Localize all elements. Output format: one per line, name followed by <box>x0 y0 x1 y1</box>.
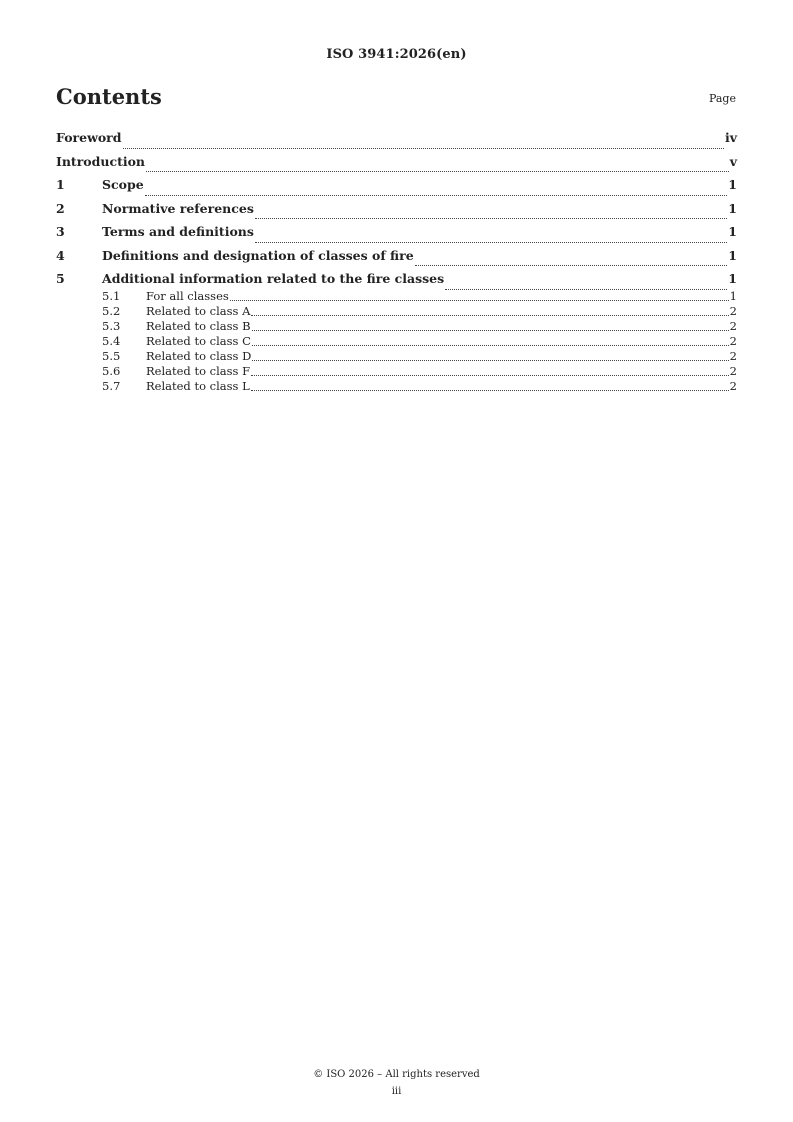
toc-subentry-number: 5.7 <box>102 378 121 393</box>
dot-leader <box>251 314 728 316</box>
toc-subentry-number: 5.6 <box>102 363 121 378</box>
dot-leader <box>415 264 728 266</box>
dot-leader <box>445 288 727 290</box>
dot-leader <box>252 329 729 331</box>
toc-subentry-page: 2 <box>729 333 737 348</box>
toc-entry-page: 1 <box>728 247 737 263</box>
contents-title: Contents <box>56 84 162 109</box>
toc-entry-page: 1 <box>728 224 737 239</box>
copyright-notice: © ISO 2026 – All rights reserved <box>313 1069 480 1080</box>
toc-entry-number: 4 <box>56 247 65 263</box>
toc-subentry-page: 2 <box>729 348 737 363</box>
toc-entry-title: Definitions and designation of classes of fire <box>102 247 414 263</box>
toc-entry-title: Foreword <box>56 130 122 145</box>
toc-subentry-number: 5.2 <box>102 303 121 318</box>
toc-entry-title: Additional information related to the fire classes <box>102 271 445 286</box>
dot-leader <box>145 194 728 196</box>
toc-subentry-title: Related to class B <box>146 318 251 333</box>
toc-entry-terms-and-definitions[interactable] <box>56 222 737 246</box>
toc-entry-title: Introduction <box>56 153 146 169</box>
dot-leader <box>123 147 724 149</box>
toc-subentry-page: 2 <box>729 303 737 318</box>
toc-subentry-5-5[interactable] <box>56 349 737 364</box>
toc-subentry-5-3[interactable] <box>56 319 737 334</box>
toc-subentry-number: 5.3 <box>102 318 121 333</box>
dot-leader <box>251 389 729 391</box>
toc-subentry-title: Related to class C <box>146 333 251 348</box>
toc-entry-page: 1 <box>728 271 737 286</box>
toc-subentry-page: 2 <box>729 378 737 393</box>
toc-entry-scope[interactable] <box>56 175 737 199</box>
toc-subentry-title: Related to class D <box>146 348 252 363</box>
toc-subentry-5-2[interactable] <box>56 304 737 319</box>
toc-entry-page: 1 <box>728 200 737 216</box>
toc-subentry-number: 5.1 <box>102 288 121 303</box>
toc-entry-number: 5 <box>56 271 65 286</box>
dot-leader <box>255 241 727 243</box>
dot-leader <box>251 374 729 376</box>
toc-subentry-5-1[interactable] <box>56 289 737 304</box>
toc-subentry-page: 1 <box>729 288 737 303</box>
toc-entry-page: 1 <box>728 177 737 192</box>
document-header: ISO 3941:2026(en) <box>326 47 467 62</box>
toc-subentry-5-6[interactable] <box>56 364 737 379</box>
toc-subentry-page: 2 <box>729 363 737 378</box>
toc-subentry-5-7[interactable] <box>56 379 737 394</box>
toc-entry-number: 2 <box>56 200 65 216</box>
toc-entry-normative-references[interactable] <box>56 199 737 223</box>
toc-subentry-title: For all classes <box>146 288 229 303</box>
toc-entry-page: v <box>729 153 737 169</box>
toc-subentry-5-4[interactable] <box>56 334 737 349</box>
dot-leader <box>252 359 728 361</box>
table-of-contents <box>56 128 737 394</box>
toc-subentry-title: Related to class L <box>146 378 250 393</box>
toc-subentry-title: Related to class A <box>146 303 251 318</box>
page-number: iii <box>391 1086 402 1097</box>
dot-leader <box>146 170 729 172</box>
toc-entry-number: 3 <box>56 224 65 239</box>
toc-entry-number: 1 <box>56 177 65 192</box>
toc-entry-foreword[interactable] <box>56 128 737 152</box>
toc-entry-page: iv <box>724 130 737 145</box>
page-column-label: Page <box>708 92 736 105</box>
toc-subentry-number: 5.4 <box>102 333 121 348</box>
toc-subentry-page: 2 <box>729 318 737 333</box>
toc-entry-classes-of-fire[interactable] <box>56 246 737 270</box>
toc-entry-title: Normative references <box>102 200 254 216</box>
dot-leader <box>230 299 729 301</box>
toc-entry-title: Scope <box>102 177 144 192</box>
dot-leader <box>252 344 729 346</box>
dot-leader <box>255 217 727 219</box>
toc-entry-introduction[interactable] <box>56 152 737 176</box>
toc-subentry-number: 5.5 <box>102 348 121 363</box>
page-footer <box>0 1066 793 1100</box>
toc-subentry-title: Related to class F <box>146 363 251 378</box>
toc-entry-title: Terms and definitions <box>102 224 254 239</box>
